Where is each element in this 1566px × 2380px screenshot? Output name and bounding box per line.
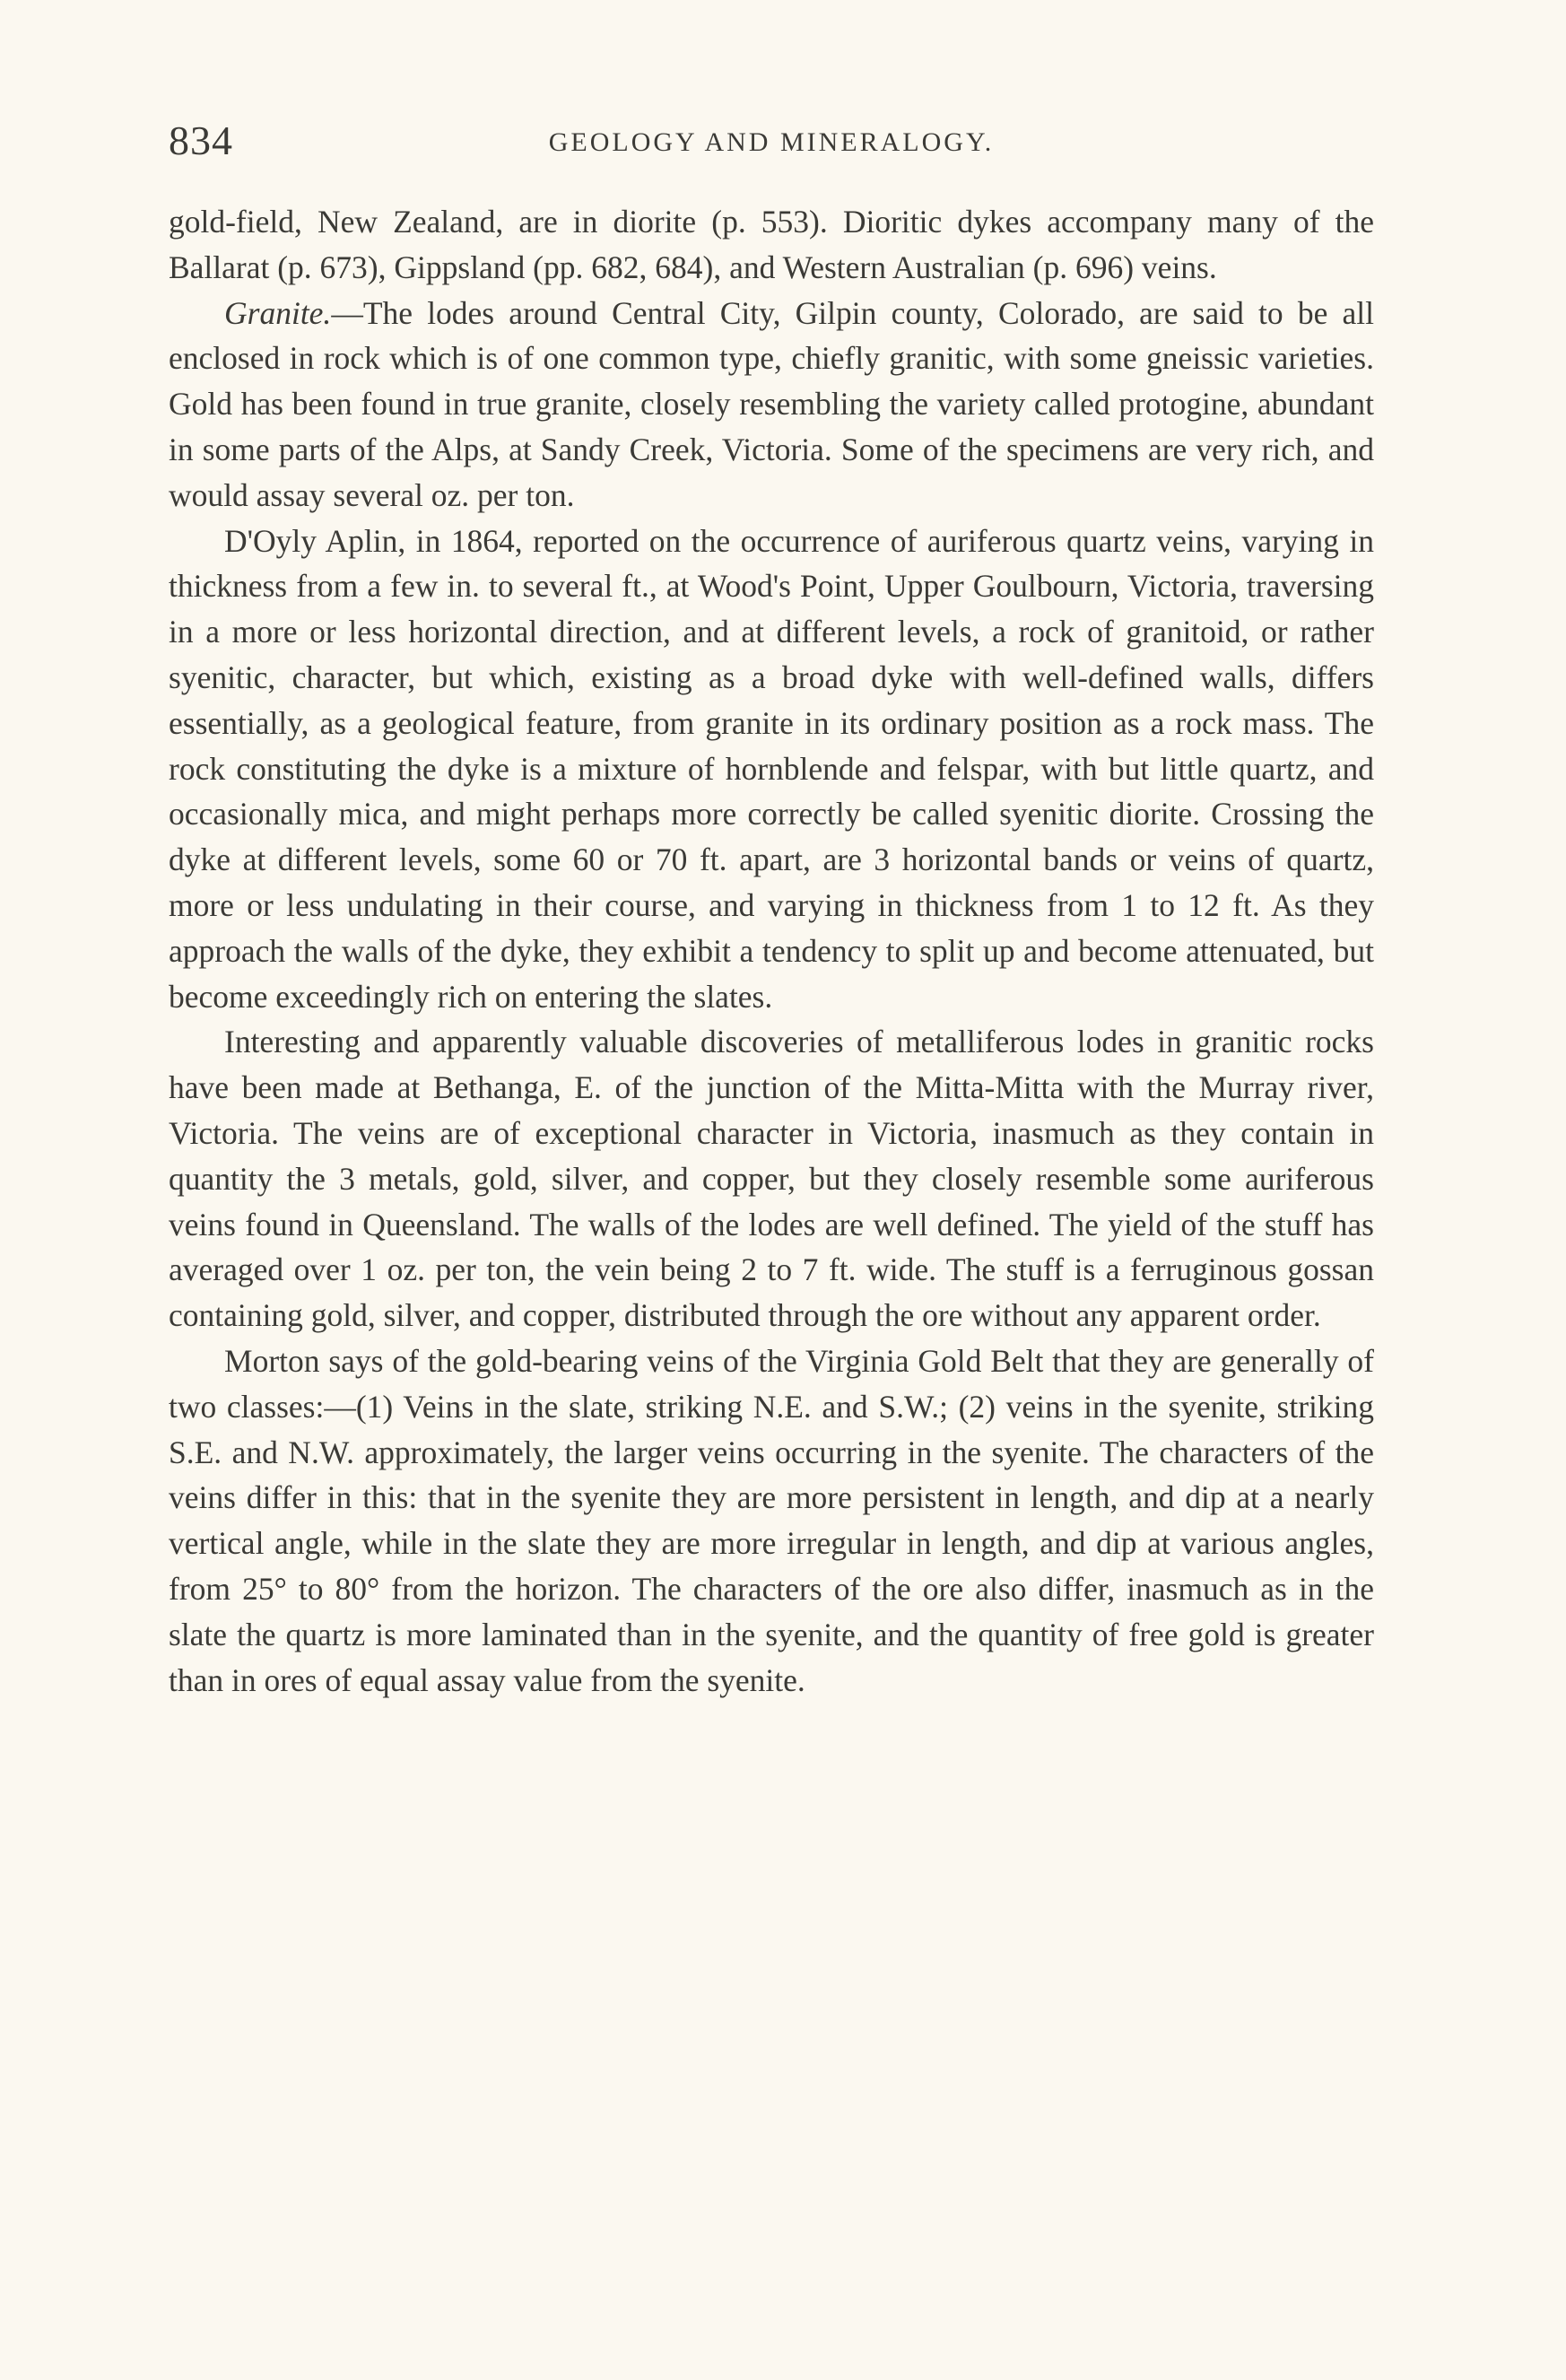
paragraph	[169, 291, 1374, 519]
paragraph	[169, 199, 1374, 291]
page-number: 834	[169, 118, 233, 163]
paragraph-text: Morton says of the gold-bearing veins of the Virginia Gold Belt that they are generally of two classes:—(1) Veins in the slate, striking N.E. and S.W.; (2) veins in the syenite, striking S.E. and N.W. approximately, the larger veins occurring in the syenite. The characters of the veins differ in this: that in the syenite they are more persistent in length, and dip at a nearly vertical angle, while in the slate they are more irregular in length, and dip at various angles, from 25° to 80° from the horizon. The characters of the ore also differ, inasmuch as in the slate the quartz is more laminated than in the syenite, and the quantity of free gold is greater than in ores of equal assay value from the syenite.	[169, 1342, 1374, 1698]
page-header	[169, 117, 1374, 170]
paragraph	[169, 519, 1374, 1020]
paragraph-text: —The lodes around Central City, Gilpin county, Colorado, are said to be all enclosed in rock which is of one common type, chiefly granitic, with some gneissic varieties. Gold has been found in true granite, closely resembling the variety called protogine, abundant in some parts of the Alps, at Sandy Creek, Victoria. Some of the specimens are very rich, and would assay several oz. per ton.	[169, 294, 1374, 513]
section-lead: Granite.	[224, 294, 332, 331]
paragraph-text: D'Oyly Aplin, in 1864, reported on the occurrence of auriferous quartz veins, varying in thickness from a few in. to several ft., at Wood's Point, Upper Goulbourn, Victoria, traversing in a more or less horizontal direction, and at different levels, a rock of granitoid, or rather syenitic, character, but which, existing as a broad dyke with well-defined walls, differs essentially, as a geological feature, from granite in its ordinary position as a rock mass. The rock constituting the dyke is a mixture of hornblende and felspar, with but little quartz, and occasionally mica, and might perhaps more correctly be called syenitic diorite. Crossing the dyke at different levels, some 60 or 70 ft. apart, are 3 horizontal bands or veins of quartz, more or less undulating in their course, and varying in thickness from 1 to 12 ft. As they approach the walls of the dyke, they exhibit a tendency to split up and become attenuated, but become exceedingly rich on entering the slates.	[169, 522, 1374, 1015]
body-text	[169, 199, 1374, 1703]
paragraph-text: gold-field, New Zealand, are in diorite (p. 553). Dioritic dykes accompany many of the Ballarat (p. 673), Gippsland (pp. 682, 684), and Western Australian (p. 696) veins.	[169, 204, 1374, 285]
paragraph-text: Interesting and apparently valuable discoveries of metalliferous lodes in granitic rocks have been made at Bethanga, E. of the junction of the Mitta-Mitta with the Murray river, Victoria. The veins are of exceptional character in Victoria, inasmuch as they contain in quantity the 3 metals, gold, silver, and copper, but they closely resemble some auriferous veins found in Queensland. The walls of the lodes are well defined. The yield of the stuff has averaged over 1 oz. per ton, the vein being 2 to 7 ft. wide. The stuff is a ferruginous gossan containing gold, silver, and copper, distributed through the ore without any apparent order.	[169, 1024, 1374, 1334]
running-head: GEOLOGY AND MINERALOGY.	[548, 127, 995, 157]
paragraph	[169, 1019, 1374, 1338]
paragraph	[169, 1338, 1374, 1703]
